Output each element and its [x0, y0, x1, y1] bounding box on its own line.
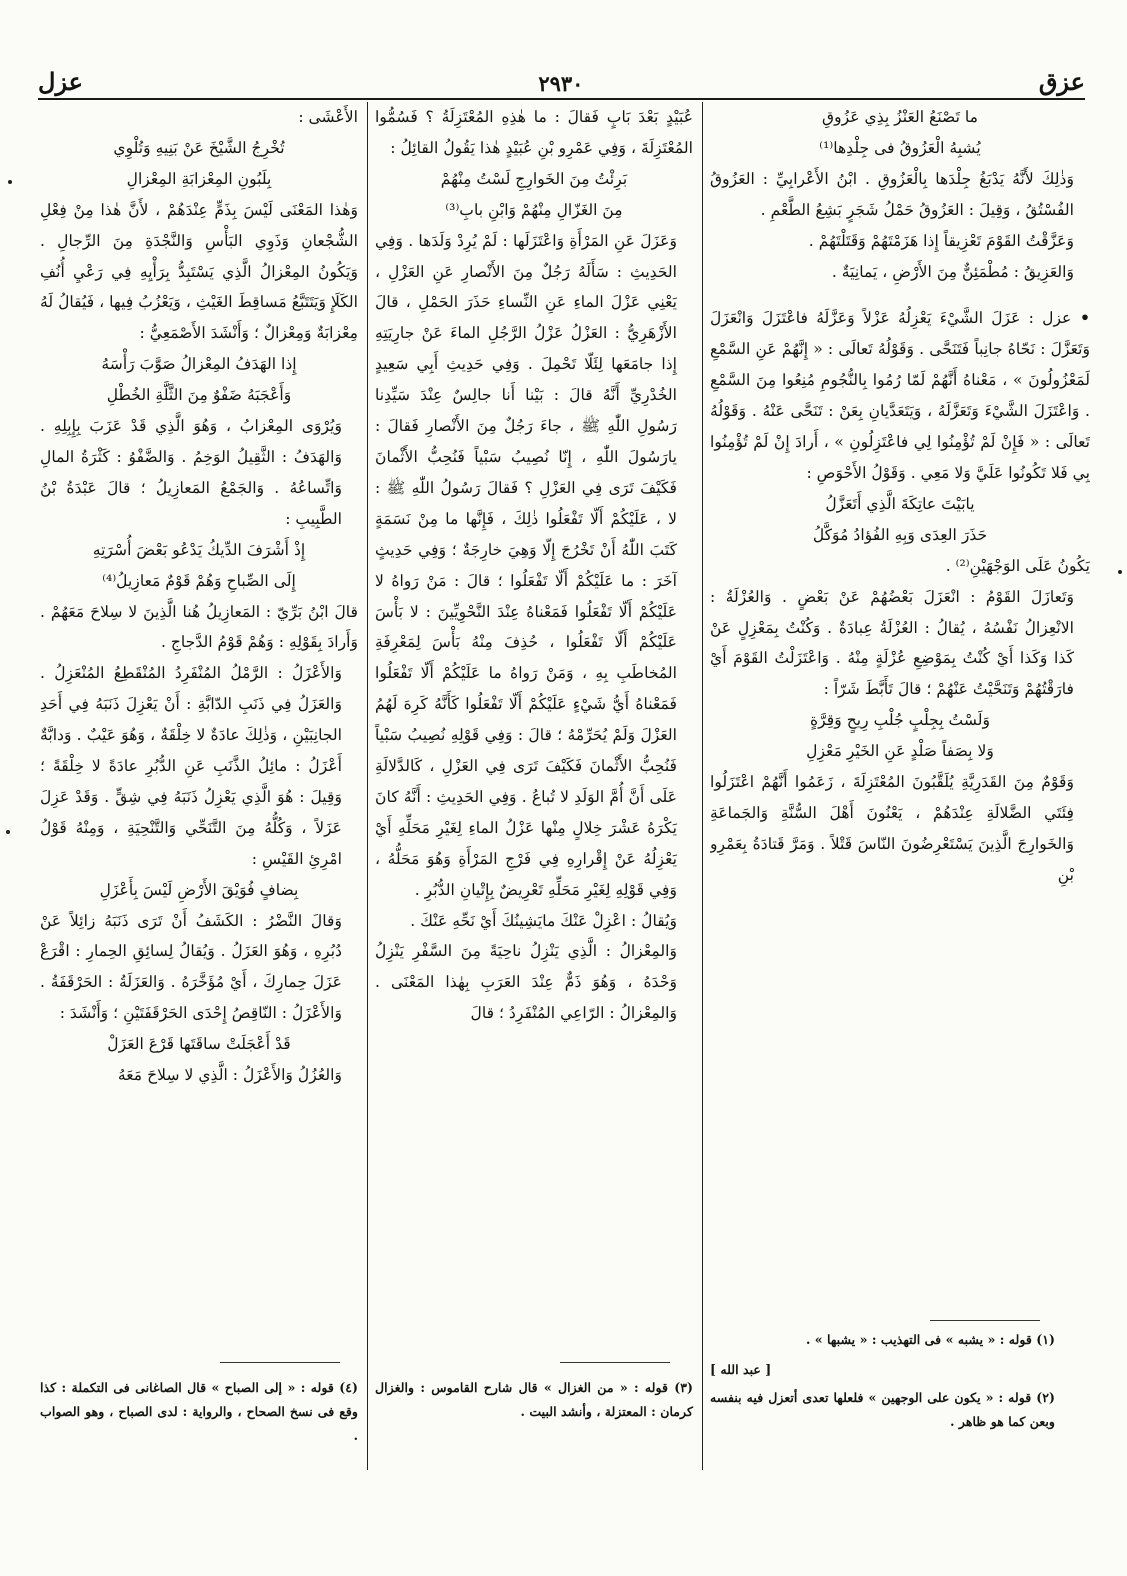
verse-line: وَأَعْجَبَهُ ضَفْوٌ مِنَ الثَّلَّةِ الخُطْلِ: [106, 386, 292, 405]
paragraph: وَتَعازَلَ القَوْمُ : انْعَزَلَ بَعْضُهُمْ عَنْ بَعْضٍ . وَالعُزْلَةُ : الانْعِزالُ نَفْسُهُ ، يُقالُ : العُزْلَةُ عِبادَةٌ . وَكُنْتُ بِمَعْزِلٍ عَنْ كَذا وَكَذا أَيْ كُنْتُ بِمَوْضِعِ عُزْلَةٍ مِنْهُ . وَاعْتَزَلْتُ القَوْمَ أَيْ فارَقْتُهُمْ وَتَنَحَّيْتُ عَنْهُمْ ؛ قالَ تَأَبَّطَ شَرّاً :: [710, 587, 1074, 699]
right-headword: عزق: [1038, 67, 1085, 96]
left-headword: عزل: [38, 67, 83, 96]
header-rule: [38, 98, 1085, 100]
paragraph: يَكُونُ عَلَى الوَجْهَيْنِ⁽²⁾ .: [945, 556, 1090, 575]
column-right: [710, 102, 1090, 1466]
verse-line: إِذا الهَدَفُ المِعْزالُ صَوَّبَ رَأْسَهُ: [101, 355, 297, 374]
column-middle: [375, 102, 693, 1466]
entry-azl: • عزل : عَزَلَ الشَّيْءَ يَعْزِلُهُ عَزْلاً وَعَزَّلَهُ فاعْتَزَلَ وَانْعَزَلَ وَتَعَزَّلَ : نَحّاهُ جانِباً فَتَنَحَّى . وَقَوْلُهُ تَعالَى : « إِنَّهُمْ عَنِ السَّمْعِ لَمَعْزُولُونَ » ، مَعْناهُ أَنَّهُمْ لَمّا رُمُوا بِالنُّجُومِ مُنِعُوا مِنَ السَّمْعِ . وَاعْتَزَلَ الشَّيْءَ وَتَعَزَّلَهُ ، وَيَتَعَدَّيانِ بِعَنْ : تَنَحَّى عَنْهُ . وَقَوْلُهُ تَعالَى : « فَإِنْ لَمْ تُؤْمِنُوا لِي فاعْتَزِلُونِ » ، أَرادَ إِنْ لَمْ تُؤْمِنُوا بِي فَلا تَكُونُوا عَلَيَّ وَلا مَعِي . وَقَوْلُ الأَحْوَصِ :: [710, 303, 1090, 488]
paragraph: وَعَزَلَ عَنِ المَرْأَةِ وَاعْتَزَلَها : لَمْ يُرِدْ وَلَدَها . وَفِي الحَدِيثِ : سَأَلَهُ رَجُلٌ مِنَ الأَنْصارِ عَنِ العَزْلِ ، يَعْنِي عَزْلَ الماءِ عَنِ النِّساءِ حَذَرَ الحَمْلِ ، قالَ الأَزْهَرِيُّ : العَزْلُ عَزْلُ الرَّجُلِ الماءَ عَنْ جارِيَتِهِ إِذا جامَعَها لِئَلّا تَحْمِلَ . وَفِي حَدِيثِ أَبِي سَعِيدٍ الخُدْرِيِّ أَنَّهُ قالَ : بَيْنا أَنا جالِسٌ عِنْدَ سَيِّدِنا رَسُولِ اللّٰهِ ﷺ ، جاءَ رَجُلٌ مِنَ الأَنْصارِ فَقالَ : يارَسُولَ اللّٰهِ ، إِنّا نُصِيبُ سَبْياً فَنُحِبُّ الأَثْمانَ فَكَيْفَ تَرَى فِي العَزْلِ ؟ فَقالَ رَسُولُ اللّٰهِ ﷺ : لا ، عَلَيْكُمْ أَلّا تَفْعَلُوا ذٰلِكَ ، فَإِنَّها ما مِنْ نَسَمَةٍ كَتَبَ اللّٰهُ أَنْ تَخْرُجَ إِلّا وَهِيَ خارِجَةٌ ؛ وَفِي حَدِيثٍ آخَرَ : ما عَلَيْكُمْ أَلّا تَفْعَلُوا ؛ قالَ : مَنْ رَواهُ لا عَلَيْكُمْ أَلّا تَفْعَلُوا فَمَعْناهُ عِنْدَ النَّحْوِيِّينَ : لا بَأْسَ عَلَيْكُمْ أَلّا تَفْعَلُوا ، حُذِفَ مِنْهُ بَأْسَ لِمَعْرِفَةِ المُخاطَبِ بِهِ ، وَمَنْ رَواهُ ما عَلَيْكُمْ أَلّا تَفْعَلُوا فَمَعْناهُ أَيُّ شَيْءٍ عَلَيْكُمْ أَلّا تَفْعَلُوا كَأَنَّهُ كَرِهَ لَهُمُ العَزْلَ وَلَمْ يُحَرِّمْهُ ؛ قالَ : وَفِي قَوْلِهِ نُصِيبُ سَبْياً فَنُحِبُّ الأَثْمانَ فَكَيْفَ تَرَى فِي العَزْلِ ، كَالدَّلالَةِ عَلَى أَنَّ أُمَّ الوَلَدِ لا تُباعُ . وَفِي الحَدِيثِ : أَنَّهُ كانَ يَكْرَهُ عَشْرَ خِلالٍ مِنْها عَزْلُ الماءِ لِغَيْرِ مَحَلِّهِ أَيْ يَعْزِلُهُ عَنْ إِقْرارِهِ فِي فَرْجِ المَرْأَةِ وَهُوَ مَحَلُّهُ ، وَفِي قَوْلِهِ لِغَيْرِ مَحَلِّهِ تَعْرِيضٌ بِإِتْيانِ الدُّبُرِ .: [375, 231, 677, 899]
footnote-rule-middle: [560, 1362, 670, 1363]
footnote-3: (٣) قوله : « من الغزال » قال شارح القاموس : والغزال كرمان : المعتزلة ، وأنشد البيت .: [375, 1380, 693, 1419]
verse-line: ما تَصْنَعُ العَنْزُ بِذِي عَزُوقِ: [822, 108, 978, 126]
paragraph: قالَ ابْنُ بَرِّيّ : المَعازِيلُ هُنا الَّذِينَ لا سِلاحَ مَعَهُمْ . وَأَرادَ بِقَوْلِهِ : وَهُمْ قَوْمُ الدَّجاجِ .: [40, 602, 358, 652]
footnotes-right: [710, 1328, 1055, 1434]
footnotes-left: [40, 1376, 358, 1448]
paragraph: عُبَيْدٍ بَعْدَ بَابٍ فَقالَ : ما هٰذِهِ المُعْتَزِلَةُ ؟ فَسُمُّوا المُعْتَزِلَةَ ، وَفِي عَمْرِو بْنِ عُبَيْدٍ هٰذا يَقُولُ القائِلُ :: [375, 108, 693, 157]
scan-speck: [8, 180, 12, 184]
paragraph: وَقَوْمٌ مِنَ القَدَرِيَّةِ يُلَقَّبُونَ المُعْتَزِلَةَ ، زَعَمُوا أَنَّهُمْ اعْتَزَلُوا فِئَتَي الضَّلالَةِ عِنْدَهُمْ ، يَعْنُونَ أَهْلَ السُّنَّةِ وَالجَماعَةِ وَالخَوارِجَ الَّذِينَ يَسْتَعْرِضُونَ النّاسَ قَتْلاً . وَمَرَّ قَتادَةُ بِعَمْرِو بْنِ: [710, 773, 1074, 884]
paragraph: وَالمِعْزالُ : الَّذِي يَنْزِلُ ناحِيَةً مِنَ السَّفْرِ يَنْزِلُ وَحْدَهُ ، وَهُوَ ذَمٌّ عِنْدَ العَرَبِ بِهٰذا المَعْنَى . وَالمِعْزالُ : الرّاعِي المُنْفَرِدُ ؛ قالَ: [375, 942, 677, 1023]
verse-line: قَدْ أَعْجَلَتْ ساقَتَها قَرْعَ العَزَلْ: [107, 1035, 291, 1054]
column-divider-left: [367, 102, 368, 1470]
footnote-rule-right: [930, 1320, 1040, 1321]
verse-line: مِنَ الغَزّالِ مِنْهُمْ وَابْنِ بابِ⁽³⁾: [445, 200, 623, 219]
paragraph: وَعَزَّقْتُ القَوْمَ تَعْزِيقاً إِذا هَزَمْتَهُمْ وَقَتَلْتَهُمْ .: [808, 231, 1074, 250]
paragraph: وَيُرْوَى المِعْزابُ ، وَهُوَ الَّذِي قَدْ عَزَبَ بِإِبِلِهِ . وَالهَدَفُ : الثَّقِيلُ الوَخِمُ . وَالضَّفْوُ : كَثْرَةُ المالِ وَاتِّساعُهُ . وَالجَمْعُ المَعازِيلُ ؛ قالَ عَبْدَةُ بْنُ الطَّبِيبِ :: [40, 417, 342, 528]
paragraph: وَيُقالُ : اعْزِلْ عَنْكَ مايَشِينُكَ أَيْ نَحِّهِ عَنْكَ .: [410, 911, 677, 930]
verse-line: إِلَى الصِّباحِ وَهُمْ قَوْمٌ مَعازِيلُ⁽⁴⁾: [102, 571, 296, 590]
verse-line: حَذَرَ العِدَى وَبِهِ الفُؤادُ مُوَكَّلُ: [812, 525, 988, 544]
paragraph: وَهٰذا المَعْنَى لَيْسَ بِذَمٍّ عِنْدَهُمْ ، لأَنَّ هٰذا مِنْ فِعْلِ الشُّجْعانِ وَذَوِي البَأْسِ وَالنَّجْدَةِ مِنَ الرِّجالِ . وَيَكُونُ المِعْزالُ الَّذِي يَسْتَبِدُّ بِرَأْيِهِ فِي رَعْيِ أُنُفِ الكَلَإِ وَيَتَتَبَّعُ مَساقِطَ الغَيْثِ ، وَيَعْزُبُ فِيها ، فَيُقالُ لَهُ مِعْزابَةٌ وَمِعْزالٌ ؛ وَأَنْشَدَ الأَصْمَعِيُّ :: [40, 200, 358, 343]
verse-line: يابَيْتَ عاتِكَةَ الَّذِي أَتَعَزَّلُ: [825, 494, 975, 513]
verse-line: وَلَسْتُ بِجِلْبٍ جُلْبِ رِيحٍ وَقِرَّةٍ: [809, 711, 991, 730]
footnote-rule-left: [220, 1362, 340, 1363]
paragraph: وَالعُزُلُ وَالأَعْزَلُ : الَّذِي لا سِلاحَ مَعَهُ: [117, 1066, 342, 1085]
page-number: ٢٩٣٠: [538, 71, 584, 96]
editor-signature: [ عبد الله ]: [710, 1362, 772, 1377]
paragraph: الأَعْشَى :: [298, 108, 358, 126]
paragraph: وَالعَزِيقُ : مُطْمَئِنٌّ مِنَ الأَرْضِ ، يَمانِيَةٌ .: [831, 262, 1074, 281]
paragraph: وَذٰلِكَ لأَنَّهُ يَدْبَغُ جِلْدَها بِالْعَزُوقِ . ابْنُ الأَعْرابِيِّ : العَزُوقُ الفُسْتُقُ ، وَقِيلَ : العَزُوقُ حَمْلُ شَجَرٍ بَشِعُ الطَّعْمِ .: [710, 169, 1074, 219]
footnote-1: (١) قوله : « يشبه » فى التهذيب : « يشبها » .: [805, 1332, 1055, 1347]
footnote-4: (٤) قوله : « إلى الصباح » قال الصاغانى فى التكملة : كذا وقع فى نسخ الصحاح ، والرواية : لدى الصباح ، وهو الصواب .: [40, 1380, 358, 1443]
page-header: [38, 60, 1085, 96]
footnotes-middle: [375, 1376, 693, 1424]
footnote-2: (٢) قوله : « يكون على الوجهين » فلعلها تعدى أتعزل فيه بنفسه وبعن كما هو ظاهر .: [710, 1390, 1055, 1429]
paragraph: وَقالَ النَّضْرُ : الكَشَفُ أَنْ تَرَى ذَنَبَهُ زائِلاً عَنْ دُبُرِهِ ، وَهُوَ العَزَلُ . وَيُقالُ لِسائِقِ الحِمارِ : اقْرَعْ عَزَلَ حِمارِكَ ، أَيْ مُؤَخَّرَهُ . وَالعَزَلَةُ : الحَرْقَفَةُ . وَالأَعْزَلُ : النّاقِصُ إِحْدَى الحَرْقَفَتَيْنِ ؛ وَأَنْشَدَ :: [40, 911, 342, 1023]
verse-line: بِضافٍ فُوَيْقَ الأَرْضِ لَيْسَ بِأَعْزَلِ: [99, 880, 299, 899]
verse-line: يُشبِهُ الْعَزُوقُ فى جِلْدِها⁽¹⁾: [819, 138, 981, 157]
paragraph: وَالأَعْزَلُ : الرَّمْلُ المُنْفَرِدُ المُنْقَطِعُ المُنْعَزِلُ . وَالعَزَلُ فِي ذَنَبِ الدّابَّةِ : أَنْ يَعْزِلَ ذَنَبَهُ فِي أَحَدِ الجانِبَيْنِ ، وَذٰلِكَ عادَةٌ لا خِلْقَةٌ ، وَهُوَ عَيْبٌ . وَدابَّةٌ أَعْزَلُ : مائِلُ الذَّنَبِ عَنِ الدُّبُرِ عادَةً لا خِلْقَةً ؛ وَقِيلَ : هُوَ الَّذِي يَعْزِلُ ذَنَبَهُ فِي شِقٍّ . وَقَدْ عَزِلَ عَزَلاً ، وَكُلُّهُ مِنَ التَّنَحِّي وَالتَّنْحِيَةِ ، وَمِنْهُ قَوْلُ امْرِئِ القَيْسِ :: [40, 664, 342, 868]
scan-speck: [1118, 570, 1122, 574]
verse-line: بَرِئْتُ مِنَ الخَوارِجِ لَسْتُ مِنْهُمْ: [440, 169, 628, 188]
verse-line: وَلا بِصَفاً صَلْدٍ عَنِ الخَيْرِ مَعْزِلِ: [806, 742, 994, 761]
verse-line: تُخْرِجُ الشَّيْخَ عَنْ بَنِيهِ وَتُلْوِي: [113, 138, 285, 157]
column-left: [40, 102, 358, 1466]
verse-line: بِلَبُونِ المِعْزابَةِ المِعْزالِ: [126, 169, 272, 188]
scan-speck: [6, 830, 10, 834]
column-divider-right: [702, 102, 703, 1470]
verse-line: إِذْ أَشْرَفَ الدِّيكُ يَدْعُو بَعْضَ أُسْرَتِهِ: [92, 540, 306, 559]
